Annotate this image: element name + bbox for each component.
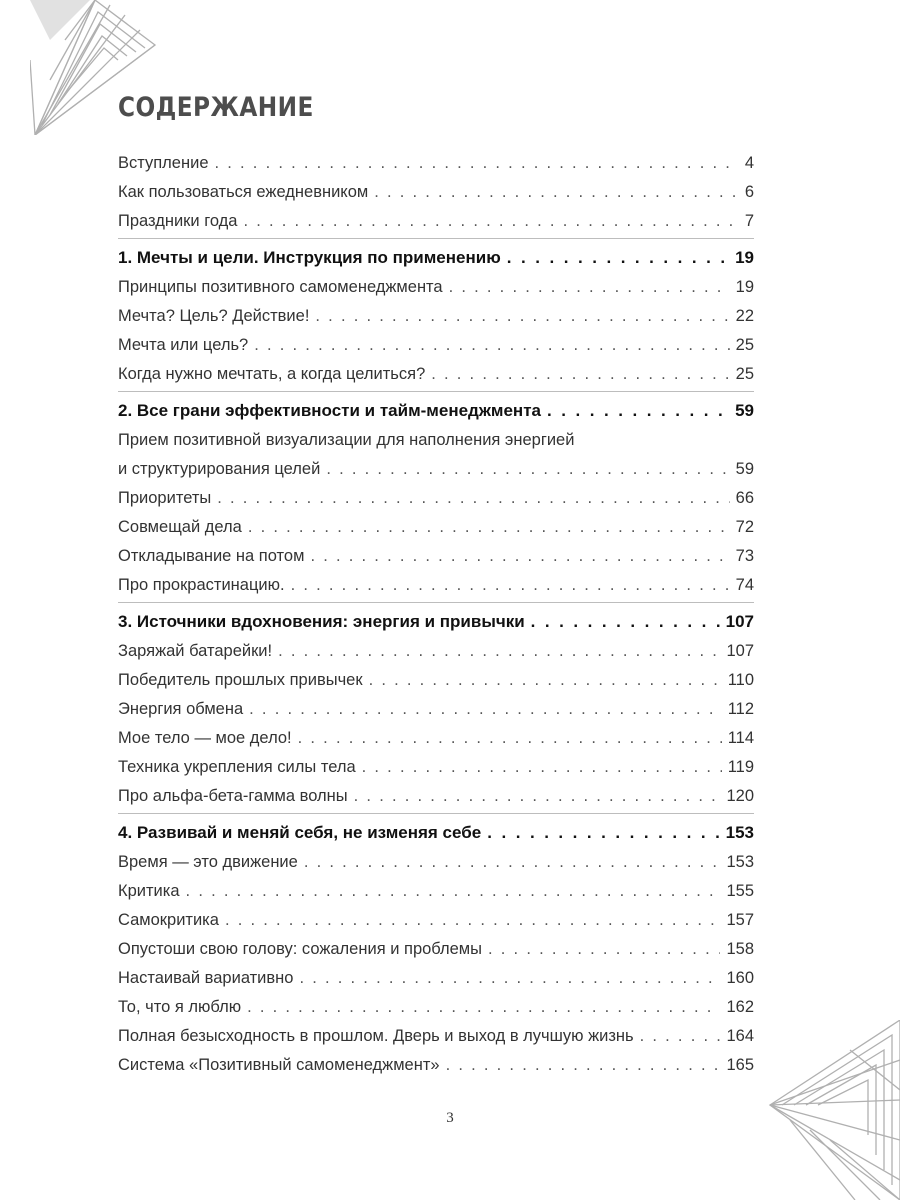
toc-entry-page: 162 <box>726 998 754 1016</box>
dot-leader <box>186 877 721 906</box>
toc-entry-page: 158 <box>726 940 754 958</box>
toc-entry-page: 4 <box>744 154 754 172</box>
toc-entry[interactable] <box>118 782 754 811</box>
dot-leader <box>247 993 720 1022</box>
toc-entry[interactable] <box>118 877 754 906</box>
toc-entry-title: Мечта? Цель? Действие! <box>118 307 310 325</box>
toc-entry[interactable] <box>118 542 754 571</box>
dot-leader <box>298 724 722 753</box>
toc-entry-title: Вступление <box>118 154 209 172</box>
toc-entry[interactable] <box>118 571 754 600</box>
dot-leader <box>369 666 722 695</box>
toc-entry[interactable] <box>118 484 754 513</box>
toc-chapter-page: 59 <box>735 401 754 420</box>
toc-entry-title: Мечта или цель? <box>118 336 249 354</box>
toc-entry-page: 25 <box>735 365 754 383</box>
toc-intro-section <box>118 149 754 239</box>
toc-entry-title: Как пользоваться ежедневником <box>118 183 369 201</box>
toc-chapter-2[interactable] <box>118 396 754 426</box>
dot-leader <box>531 607 720 637</box>
dot-leader <box>299 964 720 993</box>
toc-entry-page: 72 <box>735 518 754 536</box>
dot-leader <box>248 513 730 542</box>
toc-entry[interactable] <box>118 360 754 389</box>
toc-entry[interactable] <box>118 207 754 236</box>
toc-entry-page: 120 <box>726 787 754 805</box>
toc-entry-title-line2: и структурирования целей <box>118 460 321 478</box>
toc-entry[interactable] <box>118 302 754 331</box>
toc-chapter-2-section <box>118 396 754 603</box>
dot-leader <box>547 396 729 426</box>
dot-leader <box>640 1022 721 1051</box>
toc-entry[interactable] <box>118 753 754 782</box>
dot-leader <box>278 637 720 666</box>
toc-entry-page: 22 <box>735 307 754 325</box>
dot-leader <box>243 207 738 236</box>
toc-entry-page: 114 <box>727 729 754 747</box>
dot-leader <box>254 331 729 360</box>
dot-leader <box>449 273 730 302</box>
toc-entry[interactable] <box>118 666 754 695</box>
page-title: СОДЕРЖАНИЕ <box>118 92 314 123</box>
toc-entry-title-line1: Прием позитивной визуализации для наполнения энергией <box>118 431 575 449</box>
toc-entry[interactable] <box>118 906 754 935</box>
toc-entry-title: Система «Позитивный самоменеджмент» <box>118 1056 440 1074</box>
toc-entry[interactable] <box>118 695 754 724</box>
toc-chapter-4[interactable] <box>118 818 754 848</box>
toc-chapter-3[interactable] <box>118 607 754 637</box>
toc-chapter-page: 19 <box>735 248 754 267</box>
toc-entry-title: Настаивай вариативно <box>118 969 294 987</box>
toc-entry[interactable] <box>118 637 754 666</box>
toc-entry-page: 66 <box>735 489 754 507</box>
toc-entry-page: 160 <box>726 969 754 987</box>
dot-leader <box>291 571 730 600</box>
toc-entry-page: 107 <box>726 642 754 660</box>
toc-entry-title: Заряжай батарейки! <box>118 642 273 660</box>
toc-entry-title: Откладывание на потом <box>118 547 305 565</box>
toc-entry[interactable] <box>118 1022 754 1051</box>
toc-entry[interactable] <box>118 724 754 753</box>
toc-entry-page: 73 <box>735 547 754 565</box>
toc-entry-page: 112 <box>727 700 754 718</box>
dot-leader <box>487 818 719 848</box>
toc-entry-title: Праздники года <box>118 212 238 230</box>
toc-entry-title: Когда нужно мечтать, а когда целиться? <box>118 365 426 383</box>
toc-entry[interactable] <box>118 513 754 542</box>
toc-entry-page: 157 <box>726 911 754 929</box>
toc-chapter-page: 153 <box>725 823 754 842</box>
toc-entry-page: 59 <box>735 460 754 478</box>
toc-chapter-title: 1. Мечты и цели. Инструкция по применению <box>118 248 501 267</box>
toc-entry-title: Время — это движение <box>118 853 298 871</box>
toc-chapter-1-section <box>118 243 754 392</box>
toc-entry-page: 119 <box>727 758 754 776</box>
dot-leader <box>215 149 739 178</box>
toc-entry-title: Про прокрастинацию. <box>118 576 285 594</box>
toc-entry-title: Самокритика <box>118 911 219 929</box>
toc-entry-title: Приоритеты <box>118 489 212 507</box>
dot-leader <box>354 782 721 811</box>
toc-chapter-page: 107 <box>725 612 754 631</box>
page-number: 3 <box>446 1110 454 1126</box>
toc-entry-page: 110 <box>727 671 754 689</box>
toc-entry-page: 155 <box>726 882 754 900</box>
toc-entry-title: Про альфа-бета-гамма волны <box>118 787 348 805</box>
toc-chapter-title: 3. Источники вдохновения: энергия и привычки <box>118 612 525 631</box>
dot-leader <box>431 360 729 389</box>
toc-entry-page: 19 <box>735 278 754 296</box>
dot-leader <box>304 848 721 877</box>
toc-entry[interactable] <box>118 993 754 1022</box>
dot-leader <box>374 178 739 207</box>
toc-entry[interactable] <box>118 331 754 360</box>
toc-entry-title: Полная безысходность в прошлом. Дверь и выход в лучшую жизнь <box>118 1027 634 1045</box>
toc-entry-title: Энергия обмена <box>118 700 244 718</box>
toc-entry-title: Мое тело — мое дело! <box>118 729 292 747</box>
toc-chapter-title: 4. Развивай и меняй себя, не изменяя себе <box>118 823 482 842</box>
toc-entry[interactable] <box>118 935 754 964</box>
toc-entry[interactable] <box>118 149 754 178</box>
dot-leader <box>488 935 720 964</box>
table-of-contents <box>118 149 754 1086</box>
toc-entry-title: Техника укрепления силы тела <box>118 758 356 776</box>
toc-entry-title: Критика <box>118 882 180 900</box>
toc-chapter-1[interactable] <box>118 243 754 273</box>
toc-entry-page: 7 <box>744 212 754 230</box>
toc-entry-page: 165 <box>726 1056 754 1074</box>
toc-entry[interactable] <box>118 1051 754 1080</box>
toc-entry-page: 25 <box>735 336 754 354</box>
dot-leader <box>217 484 729 513</box>
dot-leader <box>315 302 729 331</box>
toc-entry-page: 74 <box>735 576 754 594</box>
dot-leader <box>326 455 729 484</box>
dot-leader <box>362 753 722 782</box>
toc-entry-title: Опустоши свою голову: сожаления и проблемы <box>118 940 483 958</box>
toc-entry[interactable] <box>118 273 754 302</box>
dot-leader <box>310 542 729 571</box>
toc-chapter-4-section <box>118 818 754 1082</box>
toc-entry[interactable] <box>118 848 754 877</box>
toc-entry[interactable] <box>118 426 754 484</box>
toc-entry-page: 164 <box>726 1027 754 1045</box>
dot-leader <box>225 906 721 935</box>
toc-entry-title: Принципы позитивного самоменеджмента <box>118 278 443 296</box>
toc-entry-page: 153 <box>726 853 754 871</box>
toc-entry-title: То, что я люблю <box>118 998 242 1016</box>
toc-entry-title: Победитель прошлых привычек <box>118 671 363 689</box>
toc-entry-page: 6 <box>744 183 754 201</box>
toc-entry[interactable] <box>118 178 754 207</box>
toc-entry[interactable] <box>118 964 754 993</box>
dot-leader <box>446 1051 721 1080</box>
dot-leader <box>507 243 729 273</box>
toc-entry-title: Совмещай дела <box>118 518 242 536</box>
toc-chapter-3-section <box>118 607 754 814</box>
toc-chapter-title: 2. Все грани эффективности и тайм-менеджмента <box>118 401 541 420</box>
dot-leader <box>249 695 722 724</box>
